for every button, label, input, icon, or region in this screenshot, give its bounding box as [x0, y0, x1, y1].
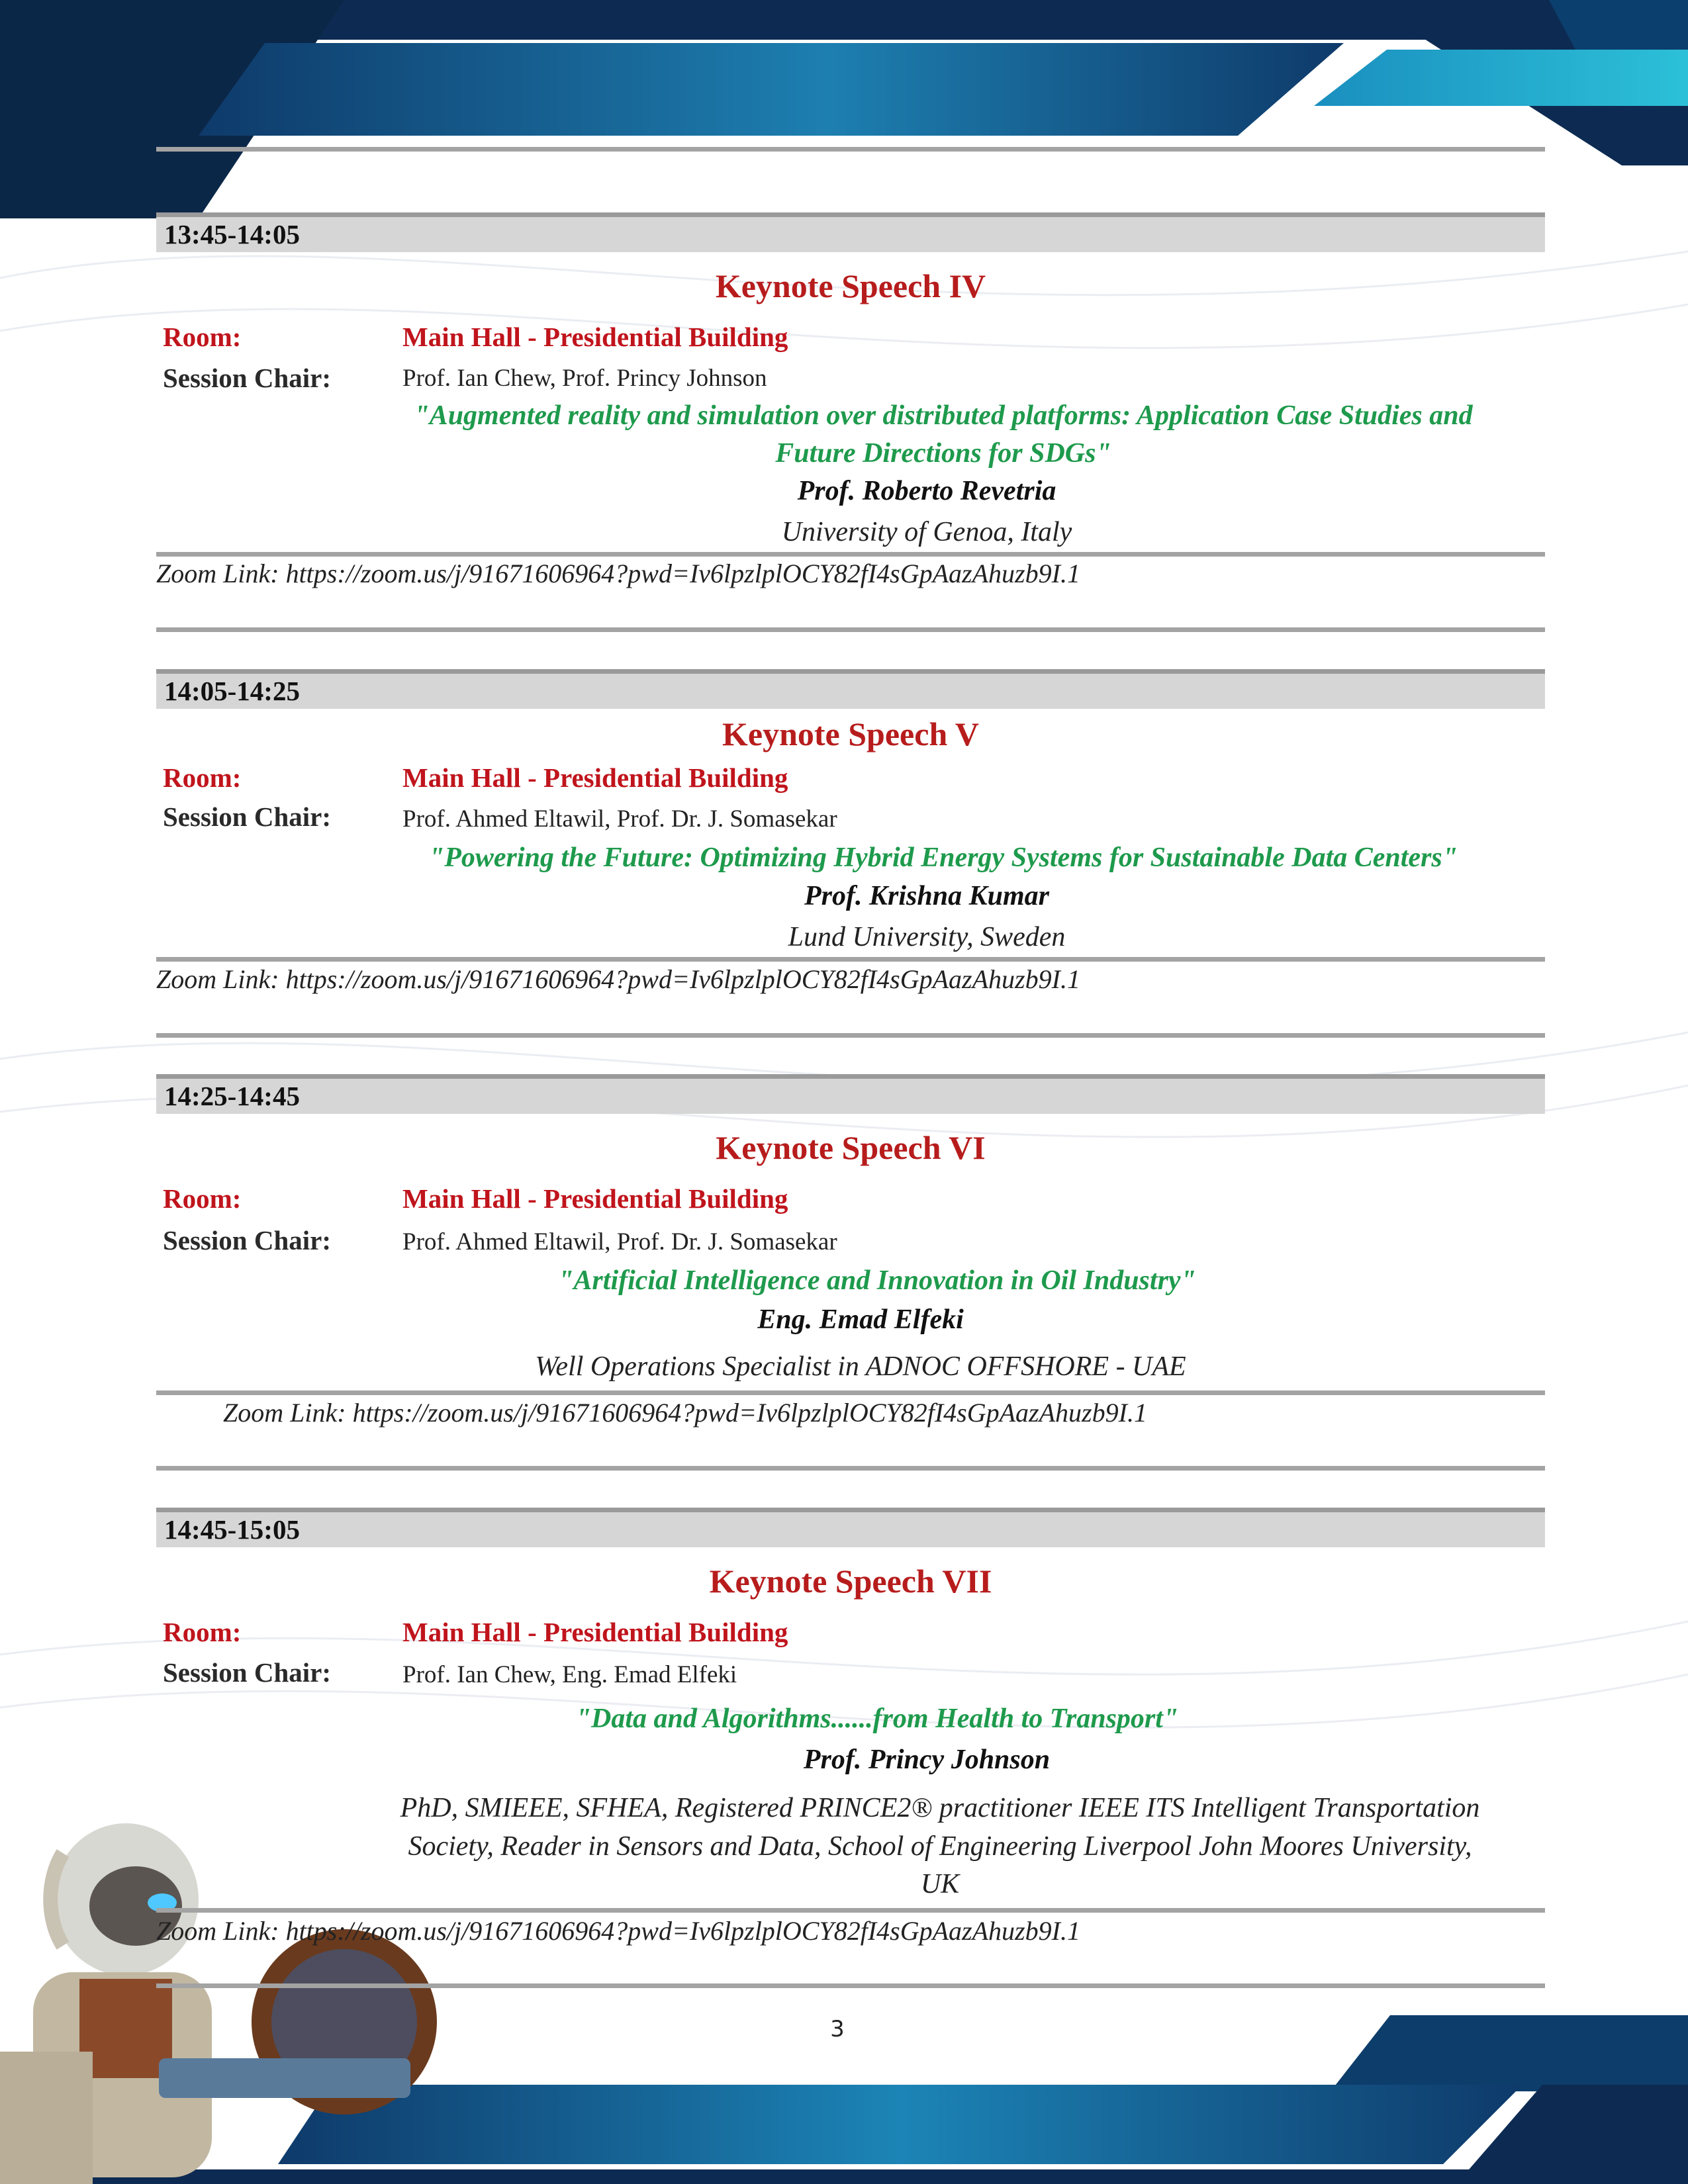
- session-chair-label: Session Chair:: [163, 1225, 332, 1255]
- zoom-link[interactable]: Zoom Link: https://zoom.us/j/91671606964?pwd=Iv6lpzlplOCY82fI4sGpAazAhuzb9I.1: [156, 964, 1080, 994]
- speaker-affiliation: Lund University, Sweden: [788, 922, 1066, 952]
- speaker-name: Prof. Princy Johnson: [803, 1745, 1051, 1775]
- divider: [156, 957, 1545, 962]
- keynote-title: Keynote Speech VI: [716, 1129, 986, 1166]
- speaker-affiliation: Well Operations Specialist in ADNOC OFFSHORE - UAE: [535, 1351, 1186, 1382]
- session-chair-value: Prof. Ian Chew, Prof. Princy Johnson: [402, 365, 767, 392]
- time-slot: 14:25-14:45: [164, 1081, 300, 1111]
- talk-title: "Data and Algorithms......from Health to Transport": [575, 1704, 1179, 1734]
- bottom-divider: [156, 1983, 1545, 1988]
- session-chair-label: Session Chair:: [163, 363, 332, 393]
- room-value: Main Hall - Presidential Building: [402, 322, 788, 352]
- divider: [156, 1908, 1545, 1913]
- zoom-link[interactable]: Zoom Link: https://zoom.us/j/91671606964?pwd=Iv6lpzlplOCY82fI4sGpAazAhuzb9I.1: [156, 1916, 1080, 1946]
- keynote-title: Keynote Speech VII: [709, 1563, 992, 1600]
- keynote-title: Keynote Speech IV: [715, 267, 986, 304]
- talk-title-line-1: "Augmented reality and simulation over distributed platforms: Application Case Studies and: [414, 400, 1473, 431]
- room-value: Main Hall - Presidential Building: [402, 1617, 788, 1647]
- session-chair-value: Prof. Ahmed Eltawil, Prof. Dr. J. Somasekar: [402, 1228, 837, 1255]
- keynote-title: Keynote Speech V: [722, 715, 979, 752]
- divider: [156, 1390, 1545, 1395]
- room-value: Main Hall - Presidential Building: [402, 1183, 788, 1214]
- room-label: Room:: [163, 1617, 242, 1647]
- speaker-affiliation: University of Genoa, Italy: [781, 517, 1072, 547]
- speaker-affiliation-line-1: PhD, SMIEEE, SFHEA, Registered PRINCE2® practitioner IEEE ITS Intelligent Transportation: [400, 1793, 1480, 1823]
- speaker-name: Prof. Krishna Kumar: [804, 881, 1049, 911]
- top-divider: [156, 147, 1545, 152]
- divider: [156, 1466, 1545, 1471]
- talk-title: "Powering the Future: Optimizing Hybrid Energy Systems for Sustainable Data Centers": [428, 842, 1458, 873]
- time-bar: [156, 669, 1545, 709]
- zoom-link[interactable]: Zoom Link: https://zoom.us/j/91671606964?pwd=Iv6lpzlplOCY82fI4sGpAazAhuzb9I.1: [156, 559, 1080, 588]
- room-label: Room:: [163, 322, 242, 352]
- talk-title-line-2: Future Directions for SDGs": [775, 438, 1111, 469]
- time-slot: 13:45-14:05: [164, 219, 300, 250]
- speaker-name: Eng. Emad Elfeki: [757, 1304, 964, 1335]
- speaker-name: Prof. Roberto Revetria: [797, 476, 1056, 506]
- room-label: Room:: [163, 1183, 242, 1214]
- room-label: Room:: [163, 762, 242, 793]
- zoom-link[interactable]: Zoom Link: https://zoom.us/j/91671606964?pwd=Iv6lpzlplOCY82fI4sGpAazAhuzb9I.1: [223, 1398, 1147, 1428]
- divider: [156, 627, 1545, 632]
- speaker-affiliation-line-3: UK: [920, 1869, 960, 1899]
- time-slot: 14:05-14:25: [164, 676, 300, 706]
- speaker-affiliation-line-2: Society, Reader in Sensors and Data, School of Engineering Liverpool John Moores University,: [408, 1831, 1472, 1862]
- session-chair-value: Prof. Ahmed Eltawil, Prof. Dr. J. Somasekar: [402, 805, 837, 833]
- divider: [156, 1033, 1545, 1038]
- time-bar: [156, 212, 1545, 252]
- session-chair-label: Session Chair:: [163, 1657, 332, 1688]
- talk-title: "Artificial Intelligence and Innovation in Oil Industry": [558, 1265, 1196, 1296]
- time-slot: 14:45-15:05: [164, 1514, 300, 1545]
- session-chair-value: Prof. Ian Chew, Eng. Emad Elfeki: [402, 1661, 737, 1688]
- session-chair-label: Session Chair:: [163, 801, 332, 832]
- divider: [156, 552, 1545, 557]
- time-bar: [156, 1508, 1545, 1547]
- room-value: Main Hall - Presidential Building: [402, 762, 788, 793]
- page-number: 3: [830, 2016, 845, 2042]
- time-bar: [156, 1074, 1545, 1114]
